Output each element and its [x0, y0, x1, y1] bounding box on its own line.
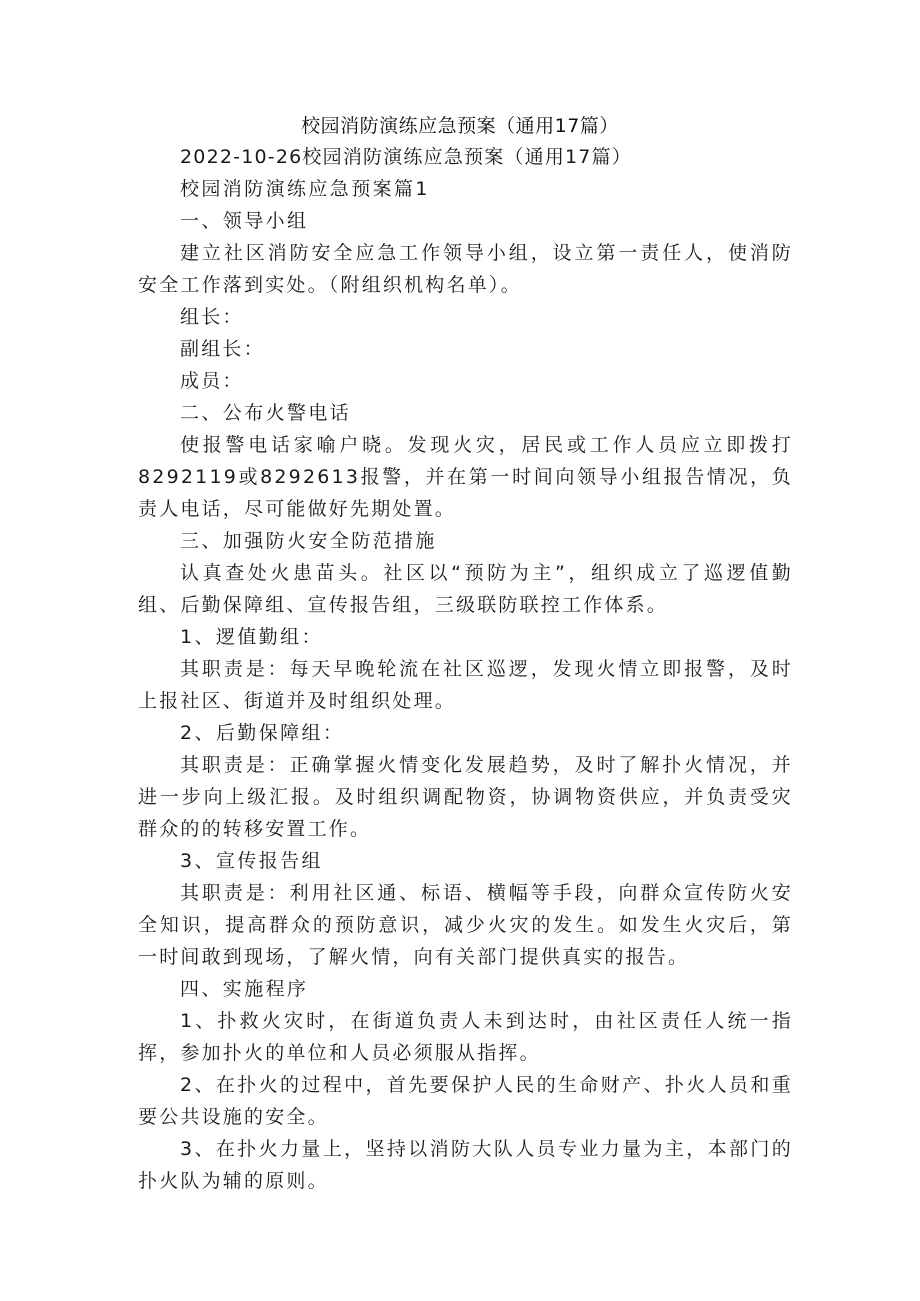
- heading-leadership-group: 一、领导小组: [180, 210, 309, 232]
- paragraph: 其职责是：正确掌握火情变化发展趋势，及时了解扑火情况，并进一步向上级汇报。及时组织调配物资，协调物资供应，并负责受灾群众的的转移安置工作。: [138, 754, 793, 840]
- paragraph: 2、在扑火的过程中，首先要保护人民的生命财产、扑火人员和重要公共设施的安全。: [138, 1074, 793, 1128]
- paragraph: 其职责是：每天早晚轮流在社区巡逻，发现火情立即报警，及时上报社区、街道并及时组织处理。: [138, 658, 793, 712]
- field-deputy-leader: 副组长：: [180, 338, 265, 360]
- heading-fire-phone: 二、公布火警电话: [180, 402, 352, 424]
- document-title: 校园消防演练应急预案（通用17篇）: [301, 115, 619, 137]
- paragraph: 使报警电话家喻户晓。发现火灾，居民或工作人员应立即拨打8292119或8292613报警，并在第一时间向领导小组报告情况，负责人电话，尽可能做好先期处置。: [138, 434, 793, 520]
- subheading-patrol-group: 1、逻值勤组：: [180, 626, 323, 648]
- document-body: [138, 141, 793, 1197]
- section-title: 校园消防演练应急预案篇1: [180, 178, 430, 200]
- paragraph: 建立社区消防安全应急工作领导小组，设立第一责任人，使消防安全工作落到实处。（附组织机构名单）。: [138, 242, 793, 296]
- heading-prevention-measures: 三、加强防火安全防范措施: [180, 530, 437, 552]
- subheading-logistics-group: 2、后勤保障组：: [180, 722, 345, 744]
- paragraph: 认真查处火患苗头。社区以“预防为主”，组织成立了巡逻值勤组、后勤保障组、宣传报告组，三级联防联控工作体系。: [138, 562, 793, 616]
- paragraph: 其职责是：利用社区通、标语、横幅等手段，向群众宣传防火安全知识，提高群众的预防意识，减少火灾的发生。如发生火灾后，第一时间敢到现场，了解火情，向有关部门提供真实的报告。: [138, 882, 793, 968]
- subheading-publicity-group: 3、宣传报告组: [180, 850, 323, 872]
- date-line: 2022-10-26校园消防演练应急预案（通用17篇）: [180, 146, 632, 168]
- heading-procedure: 四、实施程序: [180, 978, 309, 1000]
- field-leader: 组长：: [180, 306, 244, 328]
- field-members: 成员：: [180, 370, 244, 392]
- paragraph: 1、扑救火灾时，在街道负责人未到达时，由社区责任人统一指挥，参加扑火的单位和人员必须服从指挥。: [138, 1010, 793, 1064]
- paragraph: 3、在扑火力量上，坚持以消防大队人员专业力量为主，本部门的扑火队为辅的原则。: [138, 1138, 793, 1192]
